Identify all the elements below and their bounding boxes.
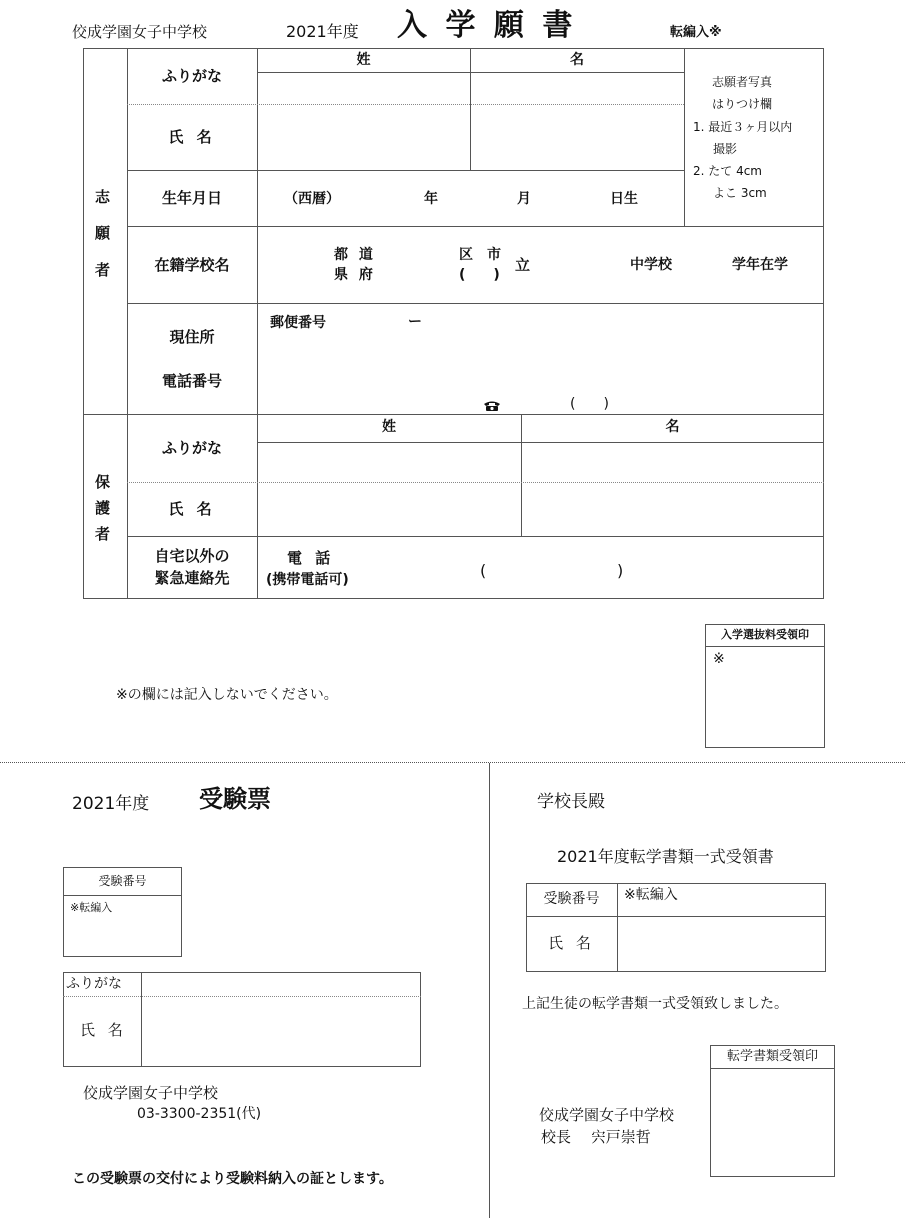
phone-area-parens: ( )	[570, 396, 609, 412]
exam-ticket-footer: この受験票の交付により受験料納入の証とします。	[72, 1171, 393, 1187]
applicant-section-char: 者	[95, 261, 111, 279]
exam-ticket-title: 受験票	[199, 785, 271, 813]
current-school-label: 在籍学校名	[154, 256, 230, 274]
table-divider	[710, 1068, 835, 1069]
table-divider	[127, 303, 824, 304]
address-label: 現住所	[169, 328, 215, 346]
guardian-furigana-label: ふりがな	[161, 439, 222, 457]
address-field[interactable]	[262, 338, 817, 388]
applicant-furigana-surname-field[interactable]	[259, 74, 469, 103]
emergency-paren-open: (	[480, 561, 487, 580]
birthdate-month-unit: 月	[517, 191, 531, 207]
emergency-paren-close: )	[617, 561, 624, 580]
exam-school-phone: 03-3300-2351(代)	[137, 1106, 262, 1122]
emergency-phone-field[interactable]	[495, 555, 615, 585]
transfer-mark: 転編入※	[670, 25, 722, 40]
guardian-furigana-surname-field[interactable]	[259, 444, 519, 481]
prefecture-bottom: 県 府	[334, 267, 376, 283]
junior-high-label: 中学校	[630, 257, 672, 273]
birth-day-field[interactable]	[540, 180, 608, 220]
guardian-section-char: 者	[95, 525, 111, 543]
emergency-contact-label: 緊急連絡先	[154, 569, 230, 587]
notice-text: ※の欄には記入しないでください。	[116, 687, 338, 703]
receipt-number-label: 受験番号	[543, 891, 600, 907]
dotted-divider	[127, 482, 824, 483]
applicant-given-field[interactable]	[472, 106, 683, 169]
exam-furigana-label: ふりがな	[66, 976, 122, 992]
guardian-furigana-given-field[interactable]	[523, 444, 822, 481]
cut-line-vertical	[489, 763, 490, 1218]
table-divider	[684, 48, 685, 226]
applicant-section-char: 願	[95, 224, 111, 242]
exam-name-label: 氏 名	[80, 1021, 127, 1039]
applicant-furigana-label: ふりがな	[161, 67, 222, 85]
birth-year-field[interactable]	[350, 180, 422, 220]
birth-month-field[interactable]	[445, 180, 515, 220]
dotted-divider	[127, 104, 684, 105]
receipt-school-name: 佼成学園女子中学校	[539, 1106, 675, 1124]
telephone-icon	[483, 397, 501, 409]
birthdate-day-unit: 日生	[610, 191, 638, 207]
page-title: 入 学 願 書	[397, 8, 577, 43]
table-divider	[141, 972, 142, 1067]
table-divider	[127, 226, 824, 227]
receipt-addressee: 学校長殿	[537, 792, 605, 812]
receipt-number-value: ※転編入	[624, 887, 678, 903]
photo-instruction: 2. たて 4cm	[693, 164, 763, 178]
guardian-name-label: 氏 名	[168, 500, 216, 518]
applicant-name-label: 氏 名	[168, 128, 216, 146]
table-divider	[257, 442, 824, 443]
fee-stamp-box	[705, 624, 825, 748]
photo-instruction: 志願者写真	[712, 75, 773, 89]
guardian-given-header: 名	[665, 419, 680, 435]
exam-number-label: 受験番号	[98, 874, 147, 888]
receipt-statement: 上記生徒の転学書類一式受領致しました。	[522, 996, 788, 1012]
exam-school-name: 佼成学園女子中学校	[83, 1084, 219, 1102]
table-divider	[127, 170, 684, 171]
exam-ticket-year: 2021年度	[72, 794, 150, 814]
table-divider	[63, 895, 182, 896]
birthdate-era: （西暦）	[284, 191, 340, 207]
form-year: 2021年度	[286, 22, 359, 41]
receipt-name-label: 氏 名	[548, 934, 595, 952]
school-name: 佼成学園女子中学校	[72, 23, 208, 41]
grade-label: 学年在学	[732, 257, 788, 273]
ward-city-bottom: ( )	[459, 267, 500, 283]
photo-instruction: よこ 3cm	[713, 186, 767, 200]
guardian-surname-field[interactable]	[259, 484, 519, 535]
exam-number-value: ※転編入	[70, 901, 113, 914]
ward-city-top: 区 市	[459, 247, 501, 263]
table-divider	[617, 883, 618, 972]
emergency-phone-label: 電 話	[287, 549, 335, 567]
document-stamp-box	[710, 1045, 835, 1177]
applicant-furigana-given-field[interactable]	[472, 74, 683, 103]
school-name-field[interactable]	[535, 240, 627, 290]
applicant-section-char: 志	[95, 188, 111, 206]
photo-instruction: 1. 最近３ヶ月以内	[693, 120, 793, 134]
phone-number-label: 電話番号	[161, 372, 222, 390]
dotted-divider	[63, 996, 421, 997]
postal-code-label: 郵便番号	[270, 315, 326, 331]
table-divider	[257, 48, 258, 599]
exam-name-field[interactable]	[143, 998, 419, 1065]
document-stamp-title: 転学書類受領印	[726, 1049, 818, 1064]
photo-instruction: 撮影	[713, 142, 738, 156]
prefecture-top: 都 道	[334, 247, 376, 263]
receipt-name-field[interactable]	[619, 918, 824, 970]
applicant-surname-field[interactable]	[259, 106, 469, 169]
receipt-principal: 校長 宍戸崇哲	[541, 1128, 651, 1146]
guardian-section-char: 保	[95, 473, 111, 491]
exam-furigana-field[interactable]	[143, 974, 419, 995]
table-divider	[257, 72, 684, 73]
guardian-section-char: 護	[95, 499, 111, 517]
birthdate-label: 生年月日	[161, 189, 222, 207]
table-divider	[705, 646, 825, 647]
table-divider	[526, 916, 826, 917]
photo-instruction: はりつけ欄	[712, 97, 773, 111]
postal-dash: ー	[408, 314, 422, 330]
birthdate-year-unit: 年	[424, 191, 438, 207]
emergency-contact-label: 自宅以外の	[154, 547, 230, 565]
cut-line	[0, 762, 905, 763]
table-divider	[83, 414, 824, 415]
applicant-given-header: 名	[570, 52, 584, 68]
guardian-given-field[interactable]	[523, 484, 822, 535]
table-divider	[127, 536, 824, 537]
receipt-title: 2021年度転学書類一式受領書	[557, 847, 774, 866]
fee-stamp-mark: ※	[713, 651, 725, 667]
applicant-surname-header: 姓	[356, 52, 371, 68]
guardian-surname-header: 姓	[382, 419, 396, 435]
emergency-phone-note: (携帯電話可)	[266, 572, 349, 588]
public-label: 立	[515, 256, 531, 274]
fee-stamp-title: 入学選抜料受領印	[721, 628, 809, 641]
